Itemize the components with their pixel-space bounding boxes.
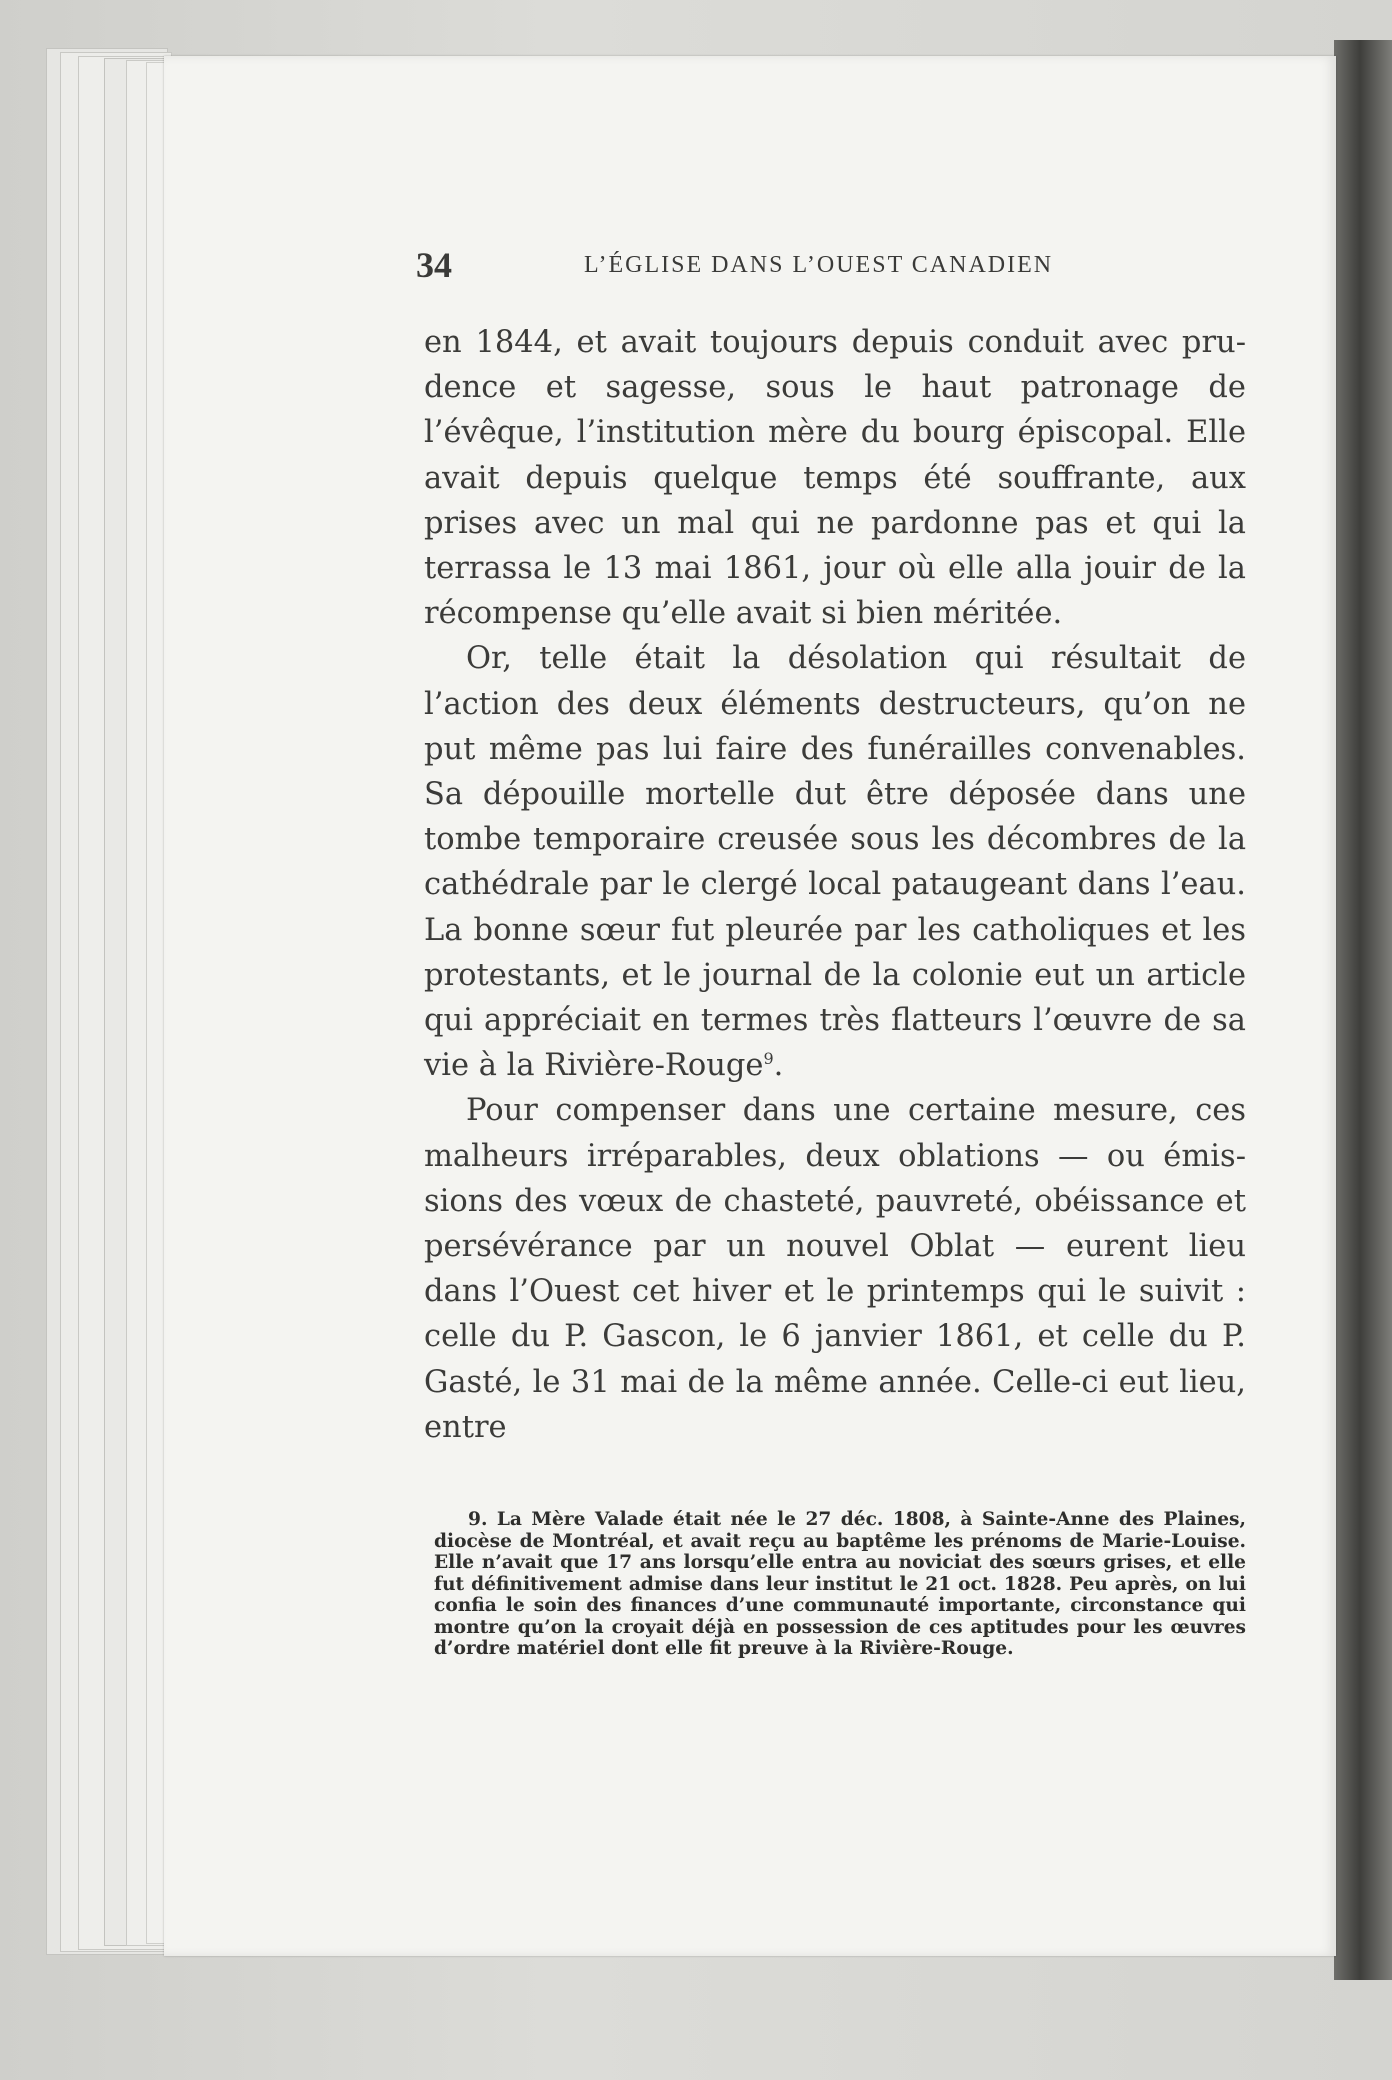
- paragraph: en 1844, et avait toujours depuis conduit avec prudence et sagesse, sous le haut patronage de l’évêque, l’institution mère du bourg épiscopal. Elle avait depuis quelque temps été souffrante, aux prises avec un mal qui ne pardonne pas et qui la terrassa le 13 mai 1861, jour où elle alla jouir de la récompense qu’elle avait si bien méritée.: [424, 325, 1246, 632]
- paragraph: Pour compenser dans une certaine mesure, ces malheurs irréparables, deux oblations — ou émissions des vœux de chasteté, pauvreté, obéissance et persévérance par un nouvel Oblat — eurent lieu dans l’Ouest cet hiver et le printemps qui le suivit : celle du P. Gascon, le 6 janvier 1861, et celle du P. Gasté, le 31 mai de la même année. Celle-ci eut lieu, entre: [424, 1093, 1246, 1445]
- footnote-text: 9. La Mère Valade était née le 27 déc. 1808, à Sainte-Anne des Plaines, diocèse de Montréal, et avait reçu au baptême les prénoms de Marie-Louise. Elle n’avait que 17 ans lorsqu’elle entra au noviciat des sœurs grises, et elle fut définitivement admise dans leur institut le 21 oct. 1828. Peu après, on lui confia le soin des finances d’une communauté importante, circonstance qui montre qu’on la croyait déjà en possession de ces aptitudes pour les œuvres d’ordre matériel dont elle fit preuve à la Rivière-Rouge.: [434, 1509, 1246, 1659]
- page-number: 34: [416, 245, 452, 285]
- running-head: L’ÉGLISE DANS L’OUEST CANADIEN: [584, 252, 1054, 278]
- book-spine-shadow: [1334, 40, 1392, 1980]
- page-header: [164, 244, 1336, 294]
- paragraph-text: Or, telle était la désolation qui résultait de l’action des deux éléments destructeurs, qu’on ne put même pas lui faire des funérailles convenables. Sa dépouille mortelle dut être déposée dans une tombe temporaire creusée sous les décombres de la cathédrale par le clergé local pataugeant dans l’eau. La bonne sœur fut pleurée par les catholiques et les protestants, et le journal de la colonie eut un article qui appréciait en termes très flatteurs l’œuvre de sa vie à la Rivière-Rouge: [424, 641, 1246, 1084]
- footnote-reference: 9: [763, 1049, 774, 1069]
- footnote: [434, 1509, 1246, 1660]
- paragraph: [424, 636, 1246, 1088]
- book-page: [164, 56, 1336, 1956]
- body-text: [424, 320, 1246, 1450]
- paragraph-end: .: [773, 1048, 784, 1084]
